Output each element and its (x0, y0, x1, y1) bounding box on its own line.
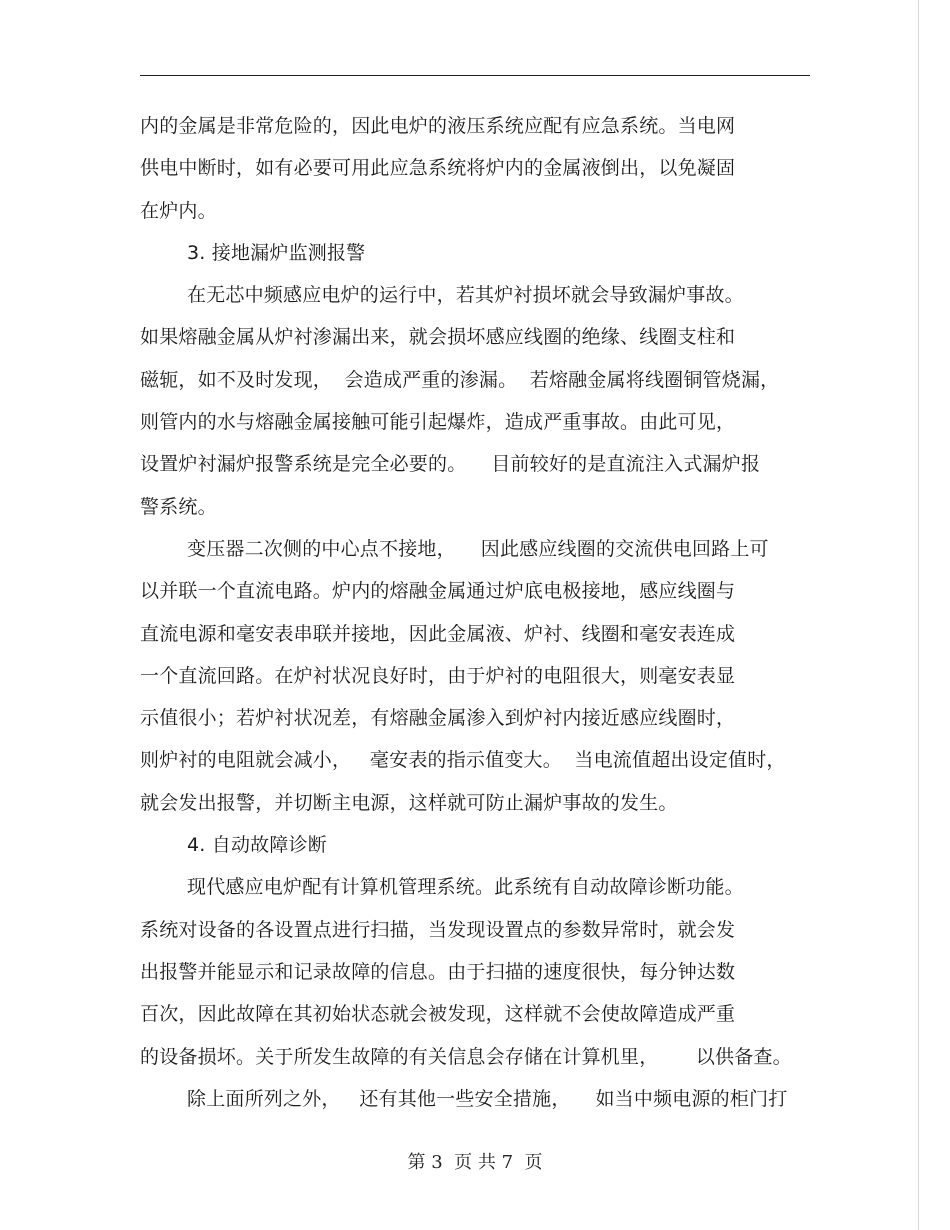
page-edge-divider (918, 0, 919, 1230)
text-line: 警系统。 (140, 495, 217, 518)
text-line: 则管内的水与熔融金属接触可能引起爆炸，造成严重事故。由此可见， (140, 411, 736, 434)
text-line: 的设备损坏。关于所发生故障的有关信息会存储在计算机里， 以供备查。 (140, 1045, 792, 1068)
text-line: 如果熔融金属从炉衬渗漏出来，就会损坏感应线圈的绝缘、线圈支柱和 (140, 326, 736, 349)
text-line: 变压器二次侧的中心点不接地， 因此感应线圈的交流供电回路上可 (187, 537, 769, 560)
text-line: 设置炉衬漏炉报警系统是完全必要的。 目前较好的是直流注入式漏炉报 (140, 453, 761, 476)
text-line: 现代感应电炉配有计算机管理系统。此系统有自动故障诊断功能。 (187, 876, 744, 899)
text-line: 以并联一个直流电路。炉内的熔融金属通过炉底电极接地，感应线圈与 (140, 580, 736, 603)
text-line: 出报警并能显示和记录故障的信息。由于扫描的速度很快，每分钟达数 (140, 960, 736, 983)
text-line: 在无芯中频感应电炉的运行中，若其炉衬损坏就会导致漏炉事故。 (187, 284, 744, 307)
text-line: 除上面所列之外， 还有其他一些安全措施， 如当中频电源的柜门打 (187, 1087, 788, 1110)
header-rule (140, 75, 810, 76)
text-line: 直流电源和毫安表串联并接地，因此金属液、炉衬、线圈和毫安表连成 (140, 622, 736, 645)
document-body (140, 105, 820, 1120)
text-line: 系统对设备的各设置点进行扫描，当发现设置点的参数异常时，就会发 (140, 918, 736, 941)
text-line: 4. 自动故障诊断 (187, 834, 327, 857)
text-line: 示值很小；若炉衬状况差，有熔融金属渗入到炉衬内接近感应线圈时， (140, 707, 736, 730)
page-number-footer: 第 3 页 共 7 页 (407, 1152, 543, 1173)
text-line: 3. 接地漏炉监测报警 (187, 241, 366, 264)
text-line: 在炉内。 (140, 199, 217, 222)
text-line: 就会发出报警，并切断主电源，这样就可防止漏炉事故的发生。 (140, 791, 678, 814)
text-line: 则炉衬的电阻就会减小， 毫安表的指示值变大。 当电流值超出设定值时， (140, 749, 786, 772)
text-line: 磁轭，如不及时发现， 会造成严重的渗漏。 若熔融金属将线圈铜管烧漏， (140, 368, 780, 391)
text-line: 百次，因此故障在其初始状态就会被发现，这样就不会使故障造成严重 (140, 1003, 736, 1026)
text-line: 供电中断时，如有必要可用此应急系统将炉内的金属液倒出，以免凝固 (140, 157, 736, 180)
text-line: 一个直流回路。在炉衬状况良好时，由于炉衬的电阻很大，则毫安表显 (140, 664, 736, 687)
text-line: 内的金属是非常危险的，因此电炉的液压系统应配有应急系统。当电网 (140, 115, 736, 137)
